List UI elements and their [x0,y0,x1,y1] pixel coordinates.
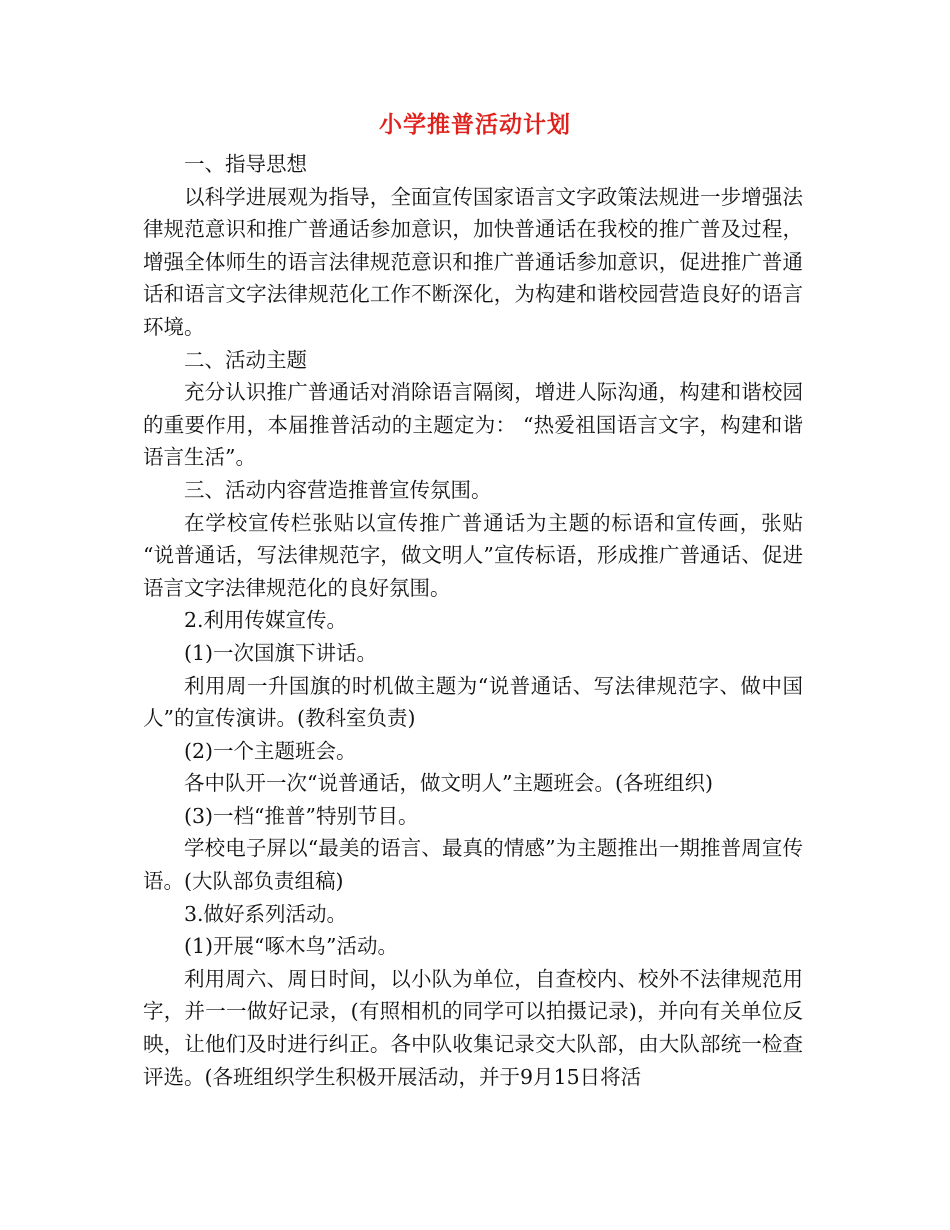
section-heading-activity-content: 三、活动内容营造推普宣传氛围。 [184,477,492,502]
paragraph: 充分认识推广普通话对消除语言隔阂，增进人际沟通，构建和谐校园的重要作用，本届推普活动的主题定为： “热爱祖国语言文字，构建和谐语言生活”。 [143,380,803,470]
section-heading-guiding-thought: 一、指导思想 [184,152,307,176]
document-body [143,148,803,1093]
list-heading: 3.做好系列活动。 [184,901,348,926]
paragraph: 各中队开一次“说普通话，做文明人”主题班会。(各班组织) [184,771,713,796]
paragraph: 在学校宣传栏张贴以宣传推广普通话为主题的标语和宣传画，张贴 “说普通话，写法律规范字，做文明人”宣传标语，形成推广普通话、促进语言文字法律规范化的良好氛围。 [143,510,803,600]
document-title: 小学推普活动计划 [379,112,571,138]
list-item: (1)开展“啄木鸟”活动。 [184,934,398,959]
list-item: (2)一个主题班会。 [184,738,357,763]
list-item: (3)一档“推普”特别节目。 [184,803,419,828]
section-heading-activity-theme: 二、活动主题 [184,347,307,372]
paragraph: 利用周六、周日时间，以小队为单位，自查校内、校外不法律规范用字，并一一做好记录，(有照相机的同学可以拍摄记录)，并向有关单位反映，让他们及时进行纠正。各中队收集记录交大队部，由大队部统一检查评选。(各班组织学生积极开展活动，并于9月15日将活 [143,966,803,1089]
list-heading: 2.利用传媒宣传。 [184,608,348,633]
paragraph: 学校电子屏以“最美的语言、最真的情感”为主题推出一期推普周宣传语。(大队部负责组稿) [143,836,803,894]
paragraph: 利用周一升国旗的时机做主题为“说普通话、写法律规范字、做中国人”的宣传演讲。(教科室负责) [143,673,803,731]
list-item: (1)一次国旗下讲话。 [184,640,378,665]
paragraph: 以科学进展观为指导，全面宣传国家语言文字政策法规进一步增强法律规范意识和推广普通话参加意识，加快普通话在我校的推广普及过程，增强全体师生的语言法律规范意识和推广普通话参加意识，促进推广普通话和语言文字法律规范化工作不断深化，为构建和谐校园营造良好的语言环境。 [143,184,803,339]
